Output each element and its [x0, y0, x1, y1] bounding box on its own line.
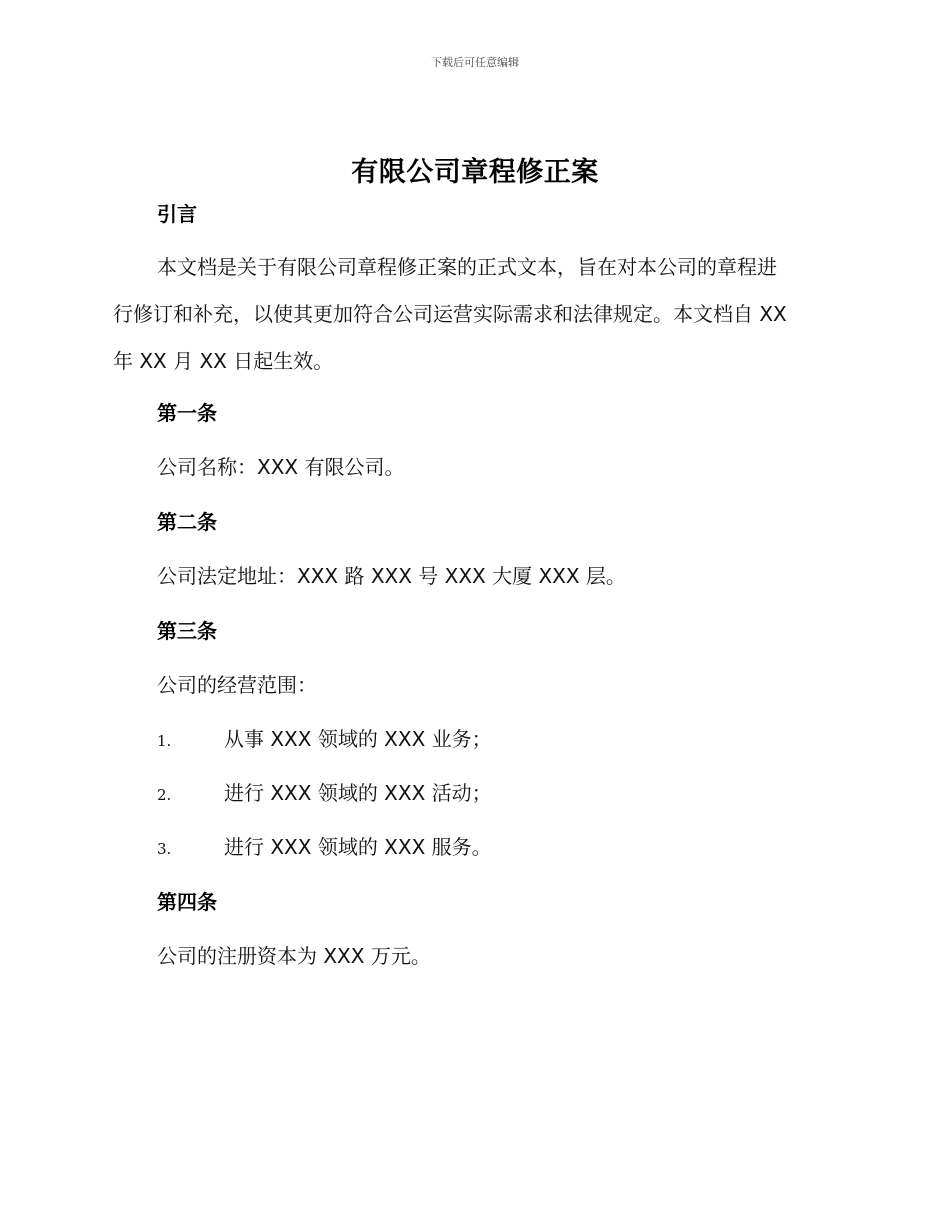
list-number: 2. — [157, 786, 172, 804]
intro-paragraph — [113, 244, 843, 385]
article-3-text: 公司的经营范围： — [157, 673, 317, 697]
article-1-heading: 第一条 — [157, 401, 217, 425]
header-note: 下载后可任意编辑 — [431, 56, 519, 69]
list-item-text: 进行 XXX 领域的 XXX 活动； — [224, 781, 492, 805]
article-2-heading: 第二条 — [157, 510, 217, 534]
scope-list-item — [157, 723, 492, 752]
intro-line-1: 本文档是关于有限公司章程修正案的正式文本，旨在对本公司的章程进 — [157, 255, 777, 279]
article-4-heading: 第四条 — [157, 890, 217, 914]
scope-list-item — [157, 831, 492, 860]
list-number: 1. — [157, 732, 172, 750]
article-1-text: 公司名称：XXX 有限公司。 — [157, 455, 405, 479]
article-4-text: 公司的注册资本为 XXX 万元。 — [157, 944, 431, 968]
intro-line-2: 行修订和补充，以使其更加符合公司运营实际需求和法律规定。本文档自 XX — [113, 302, 787, 326]
intro-heading: 引言 — [157, 202, 197, 226]
scope-list-item — [157, 777, 492, 806]
article-2-text: 公司法定地址：XXX 路 XXX 号 XXX 大厦 XXX 层。 — [157, 564, 626, 588]
article-3-heading: 第三条 — [157, 619, 217, 643]
list-item-text: 进行 XXX 领域的 XXX 服务。 — [224, 835, 492, 859]
list-number: 3. — [157, 840, 172, 858]
document-title: 有限公司章程修正案 — [351, 157, 599, 188]
intro-line-3: 年 XX 月 XX 日起生效。 — [113, 349, 334, 373]
list-item-text: 从事 XXX 领域的 XXX 业务； — [224, 727, 492, 751]
